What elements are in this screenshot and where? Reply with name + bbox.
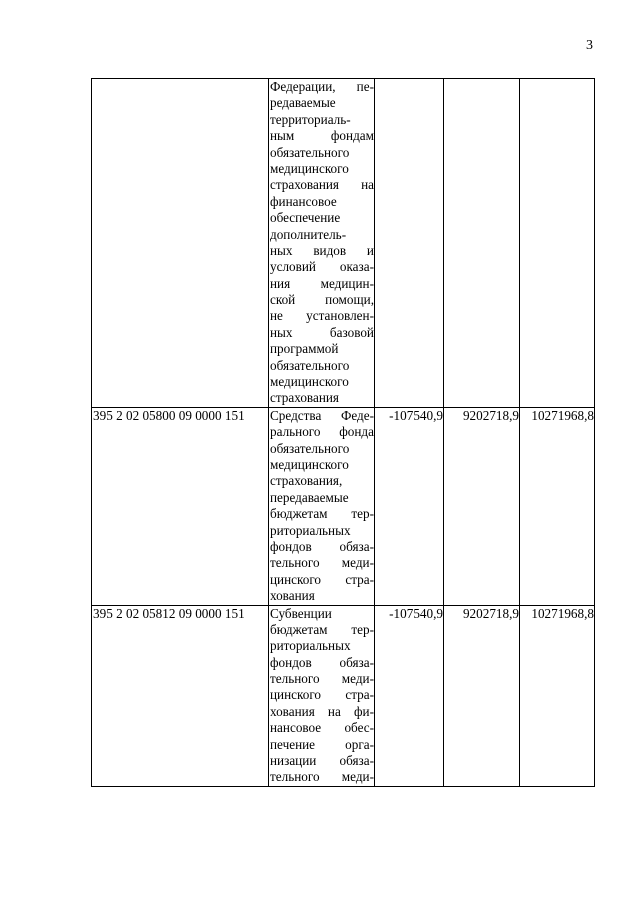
name-line: обязательного <box>270 440 350 456</box>
name-line: обязательного <box>270 357 350 373</box>
name-line: тельного меди- <box>270 671 374 687</box>
name-line: ным фондам <box>270 128 374 144</box>
name-line: хования на фи- <box>270 703 374 719</box>
amount-cell-v2: 9202718,9 <box>444 605 520 786</box>
budget-table <box>91 78 595 787</box>
name-line: Средства Феде- <box>270 407 374 423</box>
amount-cell-v3: 10271968,8 <box>520 605 595 786</box>
name-line: ния медицин- <box>270 275 374 291</box>
name-line: Субвенции <box>270 605 332 621</box>
amount-cell-v3: 10271968,8 <box>520 407 595 605</box>
name-line: Федерации, пе- <box>270 79 374 94</box>
name-line: обязательного <box>270 144 350 160</box>
name-line: бюджетам тер- <box>270 621 374 637</box>
name-line: финансовое <box>270 193 337 209</box>
name-line: риториальных <box>270 522 351 538</box>
table-row <box>92 407 595 605</box>
budget-name-cell <box>269 79 375 408</box>
name-line: дополнитель- <box>270 226 347 242</box>
table-row <box>92 605 595 786</box>
name-line: медицинского <box>270 374 349 390</box>
name-line: страхования на <box>270 177 374 193</box>
name-line: ных базовой <box>270 324 374 340</box>
name-line: ных видов и <box>270 242 374 258</box>
table-row <box>92 79 595 408</box>
name-line: редаваемые <box>270 95 336 111</box>
budget-table-body <box>92 79 595 787</box>
name-line: печение орга- <box>270 736 374 752</box>
name-line: передаваемые <box>270 489 349 505</box>
name-line: фондов обяза- <box>270 654 374 670</box>
name-line: низации обяза- <box>270 753 374 769</box>
name-line: тельного меди- <box>270 555 374 571</box>
budget-code-cell <box>92 79 269 408</box>
amount-cell-v1: -107540,9 <box>375 407 444 605</box>
name-line: цинского стра- <box>270 687 374 703</box>
name-line: тельного меди- <box>270 769 374 785</box>
name-line: страхования <box>270 390 339 406</box>
budget-name-cell <box>269 605 375 786</box>
name-line: рального фонда <box>270 424 374 440</box>
budget-code-cell: 395 2 02 05812 09 0000 151 <box>92 605 269 786</box>
name-line: обеспечение <box>270 210 341 226</box>
name-line: медицинского <box>270 456 349 472</box>
budget-name-cell <box>269 407 375 605</box>
name-line: нансовое обес- <box>270 720 374 736</box>
page-number: 3 <box>586 38 593 53</box>
name-line: бюджетам тер- <box>270 506 374 522</box>
name-line: программой <box>270 341 339 357</box>
name-line: фондов обяза- <box>270 538 374 554</box>
amount-cell-v3 <box>520 79 595 408</box>
budget-code-cell: 395 2 02 05800 09 0000 151 <box>92 407 269 605</box>
name-line: условий оказа- <box>270 259 374 275</box>
name-line: территориаль- <box>270 111 351 127</box>
name-line: ской помощи, <box>270 292 374 308</box>
name-line: хования <box>270 588 315 604</box>
name-line: цинского стра- <box>270 571 374 587</box>
amount-cell-v1 <box>375 79 444 408</box>
name-line: риториальных <box>270 638 351 654</box>
amount-cell-v2 <box>444 79 520 408</box>
name-line: не установлен- <box>270 308 374 324</box>
name-line: страхования, <box>270 473 343 489</box>
amount-cell-v1: -107540,9 <box>375 605 444 786</box>
amount-cell-v2: 9202718,9 <box>444 407 520 605</box>
name-line: медицинского <box>270 160 349 176</box>
